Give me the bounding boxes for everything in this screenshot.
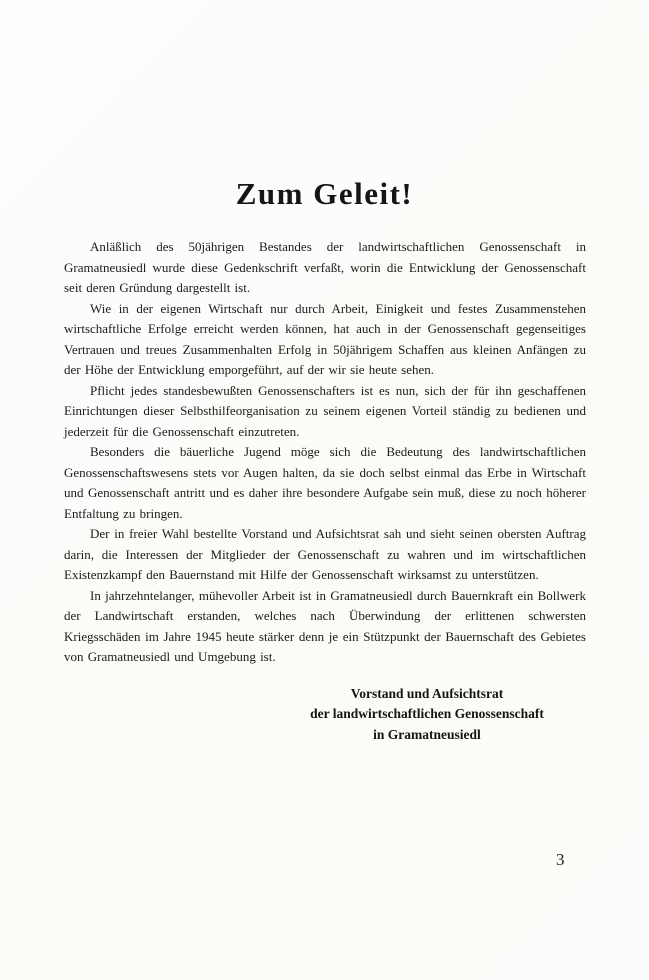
page-number: 3 bbox=[556, 850, 565, 869]
body-paragraph-6: In jahrzehntelanger, mühevoller Arbeit ist in Gramatneusiedl durch Bauernkraft ein Bollwerk der Landwirtschaft erstanden, welches nach Überwindung der erlittenen schwersten Kriegsschäden im Jahre 1945 heute stärker denn je ein Stützpunkt der Bauernschaft des Gebietes von Gramatneusiedl und Umgebung ist. bbox=[64, 587, 586, 664]
body-paragraph-4: Besonders die bäuerliche Jugend möge sich die Bedeutung des landwirtschaftlichen Genossenschaftswesens stets vor Augen halten, da sie doch selbst einmal das Erbe in Wirtschaft und Genossenschaft antritt und es daher ihre besondere Aufgabe sein muß, diese zu noch höherer Entfaltung zu bringen. bbox=[64, 444, 586, 521]
foreword-text bbox=[64, 237, 586, 668]
signature-block bbox=[290, 684, 564, 746]
signature-line-3: in Gramatneusiedl bbox=[373, 726, 481, 742]
body-paragraph-1: Anläßlich des 50jährigen Bestandes der landwirtschaftlichen Genossenschaft in Gramatneusiedl wurde diese Gedenkschrift verfaßt, worin die Entwicklung der Genossenschaft seit deren Gründung dargestellt ist. bbox=[64, 239, 586, 295]
signature-line-1: Vorstand und Aufsichtsrat bbox=[350, 685, 504, 701]
body-paragraph-2: Wie in der eigenen Wirtschaft nur durch Arbeit, Einigkeit und festes Zusammenstehen wirtschaftliche Erfolge erreicht werden können, hat auch in der Genossenschaft gegenseitiges Vertrauen und treues Zusammenhalten Erfolg in 50jährigem Schaffen aus kleinen Anfängen zu der Höhe der Entwicklung emporgeführt, auf der wir sie heute sehen. bbox=[64, 300, 586, 377]
page-title: Zum Geleit! bbox=[235, 176, 414, 211]
body-paragraph-5: Der in freier Wahl bestellte Vorstand und Aufsichtsrat sah und sieht seinen obersten Auftrag darin, die Interessen der Mitglieder der Genossenschaft zu wahren und im wirtschaftlichen Existenzkampf den Bauernstand mit Hilfe der Genossenschaft wirksamst zu unterstützen. bbox=[64, 526, 586, 582]
body-paragraph-3: Pflicht jedes standesbewußten Genossenschafters ist es nun, sich der für ihn geschaffenen Einrichtungen dieser Selbsthilfeorganisation zu seinem eigenen Vorteil ständig zu bedienen und jederzeit für die Genossenschaft einzutreten. bbox=[64, 382, 586, 439]
signature-line-2: der landwirtschaftlichen Genossenschaft bbox=[310, 706, 544, 721]
